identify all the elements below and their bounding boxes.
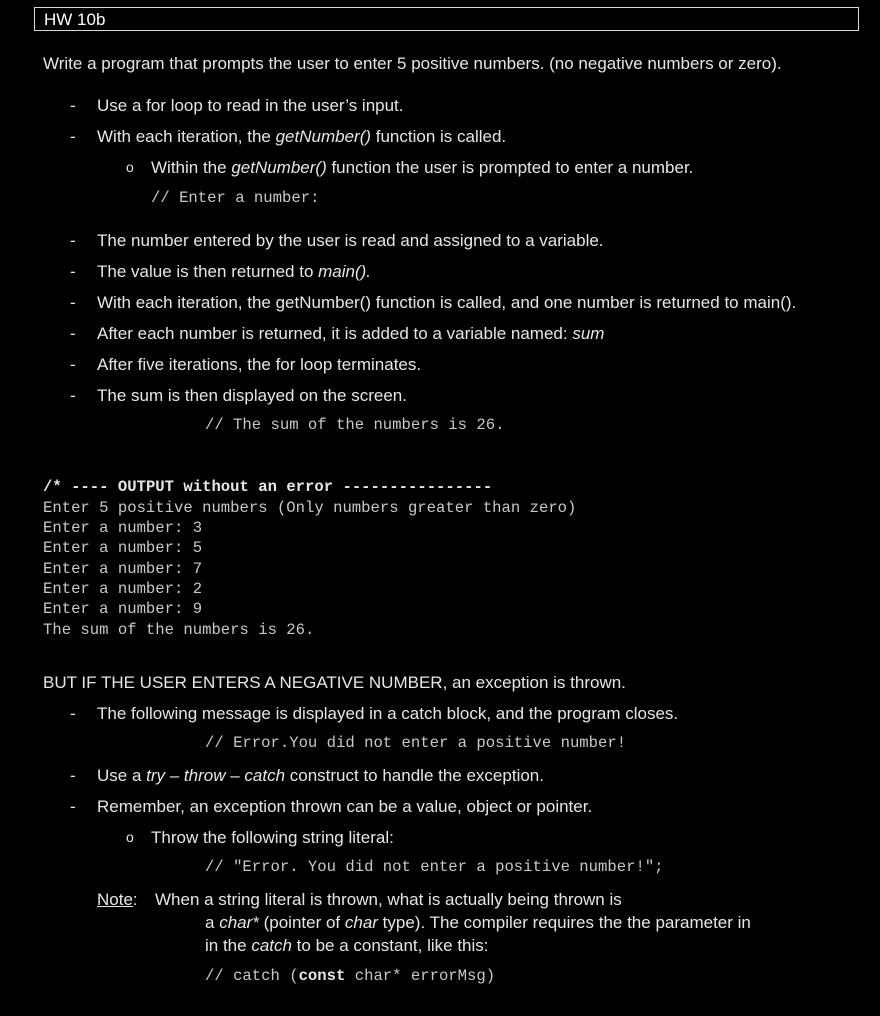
exception-heading — [43, 673, 626, 693]
intro-text: Write a program that prompts the user to enter 5 positive numbers. (no negative numbers or zero). — [43, 54, 782, 73]
exception-step-3: Remember, an exception thrown can be a value, object or pointer. — [97, 797, 593, 816]
bullet-marker: - — [70, 766, 76, 785]
output-header-pre: /* ---- — [43, 478, 109, 496]
step-2-emphasis: getNumber() — [275, 127, 372, 146]
step-6-pre: After each number is returned, it is added to a variable named: — [97, 324, 573, 343]
step-3: The number entered by the user is read and assigned to a variable. — [97, 231, 604, 250]
bullet-marker: - — [70, 231, 76, 250]
note-code-pre: // catch ( — [205, 967, 299, 985]
step-8-code: // The sum of the numbers is 26. — [205, 416, 505, 434]
output-line: Enter a number: 5 — [43, 539, 203, 557]
output-line: Enter a number: 3 — [43, 519, 203, 537]
exception-step-1-code: // Error.You did not enter a positive number! — [205, 734, 627, 752]
step-1: Use a for loop to read in the user’s input. — [97, 96, 404, 115]
bullet-marker: - — [70, 797, 76, 816]
note-line-3-em: catch — [251, 936, 292, 955]
step-2-post: function is called. — [371, 127, 507, 146]
step-7: After five iterations, the for loop terminates. — [97, 355, 422, 374]
step-6-emphasis: sum — [572, 324, 605, 343]
title-box — [34, 7, 859, 31]
exception-step-3a: Throw the following string literal: — [151, 828, 394, 847]
step-2a-post: function the user is prompted to enter a number. — [326, 158, 694, 177]
bullet-marker: - — [70, 96, 76, 115]
step-2a — [151, 158, 693, 178]
step-2-pre: With each iteration, the — [97, 127, 276, 146]
note-colon: : — [132, 890, 138, 909]
note-line-2-b: (pointer of — [258, 913, 345, 932]
note-label-wrap — [97, 890, 138, 910]
note-line-2-em: char* — [219, 913, 259, 932]
note-line-2-em2: char — [344, 913, 378, 932]
note-code — [205, 967, 495, 985]
exception-step-2 — [97, 766, 544, 786]
exception-step-3a-code: // "Error. You did not enter a positive number!"; — [205, 858, 664, 876]
output-header-title: OUTPUT without an error — [117, 478, 334, 496]
step-2a-code: // Enter a number: — [151, 189, 320, 207]
note-line-1: When a string literal is thrown, what is actually being thrown is — [155, 890, 622, 909]
step-8: The sum is then displayed on the screen. — [97, 386, 407, 405]
bullet-marker: - — [70, 324, 76, 343]
step-4-pre: The value is then returned to — [97, 262, 319, 281]
note-line-2-a: a — [205, 913, 220, 932]
sub-bullet-marker: o — [126, 829, 134, 845]
exception-step-1: The following message is displayed in a catch block, and the program closes. — [97, 704, 679, 723]
step-6 — [97, 324, 604, 344]
bullet-marker: - — [70, 355, 76, 374]
exception-step-2-emphasis: try – throw – catch — [146, 766, 286, 785]
step-4-emphasis: main(). — [318, 262, 372, 281]
step-4 — [97, 262, 371, 282]
bullet-marker: - — [70, 293, 76, 312]
bullet-marker: - — [70, 386, 76, 405]
step-2a-pre: Within the — [151, 158, 232, 177]
exception-heading-rest: , an exception is thrown. — [442, 673, 626, 692]
bullet-marker: - — [70, 262, 76, 281]
step-2 — [97, 127, 506, 147]
note-code-keyword: const — [298, 967, 346, 985]
note-line-2 — [205, 913, 751, 933]
output-line: Enter a number: 9 — [43, 600, 203, 618]
exception-step-2-pre: Use a — [97, 766, 147, 785]
note-code-post: char* errorMsg) — [345, 967, 496, 985]
bullet-marker: - — [70, 704, 76, 723]
step-2a-emphasis: getNumber() — [231, 158, 327, 177]
exception-step-2-post: construct to handle the exception. — [285, 766, 544, 785]
output-header-post: ---------------- — [342, 478, 493, 496]
output-line: The sum of the numbers is 26. — [43, 621, 315, 639]
step-5: With each iteration, the getNumber() function is called, and one number is returned to main(). — [97, 293, 797, 312]
note-line-2-c: type). The compiler requires the the parameter in — [377, 913, 751, 932]
output-line: Enter 5 positive numbers (Only numbers greater than zero) — [43, 499, 577, 517]
sub-bullet-marker: o — [126, 159, 134, 175]
output-line: Enter a number: 2 — [43, 580, 203, 598]
note-line-3-b: to be a constant, like this: — [291, 936, 489, 955]
output-line: Enter a number: 7 — [43, 560, 203, 578]
note-line-3 — [205, 936, 489, 956]
note-line-3-a: in the — [205, 936, 252, 955]
page-title: HW 10b — [44, 10, 106, 29]
output-header — [43, 478, 492, 496]
bullet-marker: - — [70, 127, 76, 146]
exception-heading-caps: BUT IF THE USER ENTERS A NEGATIVE NUMBER — [43, 673, 443, 692]
note-label: Note — [97, 890, 133, 909]
